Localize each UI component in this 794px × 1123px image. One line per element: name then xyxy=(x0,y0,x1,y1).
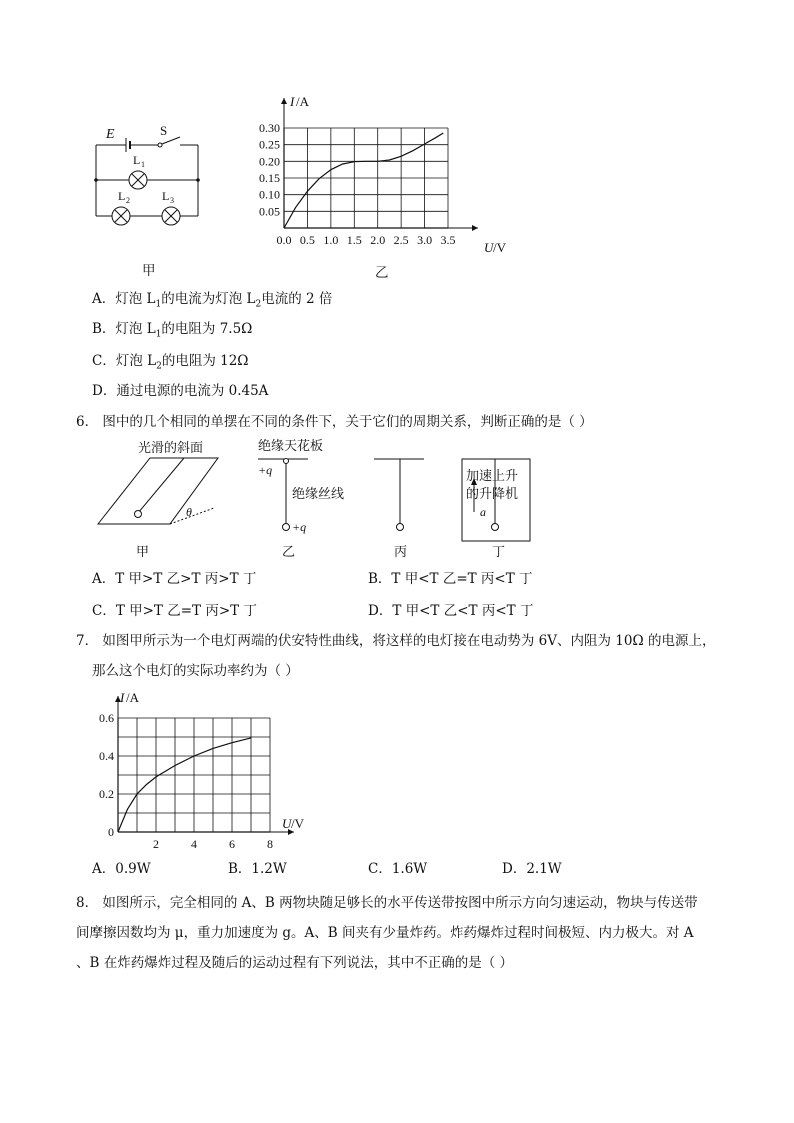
label-L2-sub: 2 xyxy=(126,196,130,205)
q5-option-A xyxy=(92,290,332,314)
chart-yi-ytick-label: 0.05 xyxy=(259,204,280,219)
label-L2: L xyxy=(118,189,126,203)
circuit-diagram-jia xyxy=(88,120,208,232)
chart-yi-xtick-label: 1.0 xyxy=(323,233,339,247)
ding-a: a xyxy=(480,505,486,519)
chart-yi-ytick-label: 0.25 xyxy=(259,137,280,152)
q5-B-pre: B．灯泡 L xyxy=(92,321,156,337)
jia-theta: θ xyxy=(186,505,192,519)
q7-option-B: B．1.2W xyxy=(228,861,287,877)
label-L3-sub: 3 xyxy=(170,196,174,205)
chart-yi-xtick-label: 3.5 xyxy=(440,233,456,247)
chart-yi-xtick-label: 2.5 xyxy=(393,233,409,247)
caption-yi: 乙 xyxy=(375,265,389,281)
chart-q7-xtick-label: 8 xyxy=(267,837,273,851)
ding-text2: 的升降机 xyxy=(466,486,519,501)
chart-q7-xtick-label: 2 xyxy=(153,837,159,851)
bing-caption: 丙 xyxy=(394,544,408,559)
yi-thread-label: 绝缘丝线 xyxy=(292,486,345,501)
chart-q7-ytick-label: 0.6 xyxy=(99,711,114,725)
q8-line1: 8． 如图所示，完全相同的 A、B 两物块随足够长的水平传送带按图中所示方向匀速运动，物块与传送带 xyxy=(76,895,698,911)
chart-yi-x-arrow xyxy=(472,225,478,231)
q5-C-post: 的电阻为 12Ω xyxy=(161,353,249,369)
chart-q7-ytick-label: 0.2 xyxy=(99,787,114,801)
q5-A-pre: A．灯泡 L xyxy=(92,291,156,307)
jia-thread xyxy=(138,458,184,513)
q7-option-A: A．0.9W xyxy=(92,861,151,877)
q6-stem: 6． 图中的几个相同的单摆在不同的条件下，关于它们的周期关系，判断正确的是（ ） xyxy=(76,414,593,430)
q6-option-A: A．T 甲>T 乙>T 丙>T 丁 xyxy=(92,571,257,587)
yi-caption: 乙 xyxy=(282,544,296,559)
label-E: E xyxy=(106,127,115,142)
chart-q7-curve xyxy=(118,738,251,832)
q6-option-B: B．T 甲<T 乙=T 丙<T 丁 xyxy=(368,571,533,587)
chart-yi-ytick-label: 0.20 xyxy=(259,154,280,169)
chart-q7-xlabel-U: U xyxy=(282,816,292,831)
chart-yi xyxy=(240,92,520,262)
chart-yi-ytick-label: 0.30 xyxy=(259,121,280,135)
q8-line2: 间摩擦因数均为 μ，重力加速度为 g。A、B 间夹有少量炸药。炸药爆炸过程时间极短、内力极大。对 A xyxy=(76,925,694,941)
q5-option-B xyxy=(92,320,252,344)
q5-option-D: D．通过电源的电流为 0.45A xyxy=(92,383,269,399)
chart-yi-xtick-label: 1.5 xyxy=(346,233,362,247)
chart-yi-xtick-label: 3.0 xyxy=(417,233,433,247)
chart-q7-xtick-label: 4 xyxy=(191,837,197,851)
chart-yi-ytick-label: 0.15 xyxy=(259,171,280,185)
chart-q7-ylabel-unit: /A xyxy=(126,690,139,705)
yi-top-label: 绝缘天花板 xyxy=(258,438,324,453)
caption-jia: 甲 xyxy=(142,263,156,279)
chart-yi-xtick-label: 0.5 xyxy=(299,233,315,247)
q5-A-post: 电流的 2 倍 xyxy=(261,291,333,307)
q5-C-pre: C．灯泡 L xyxy=(92,353,157,369)
q5-B-post: 的电阻为 7.5Ω xyxy=(161,321,253,337)
ding-caption: 丁 xyxy=(492,544,506,559)
yi-charge-top xyxy=(284,459,289,464)
q5-A-sub: 1 xyxy=(155,299,162,310)
q8-line3: 、B 在炸药爆炸过程及随后的运动过程有下列说法，其中不正确的是（ ） xyxy=(76,955,514,971)
ding-bob xyxy=(492,524,499,531)
chart-q7 xyxy=(88,686,328,856)
q7-stem-line1: 7． 如图甲所示为一个电灯两端的伏安特性曲线，将这样的电灯接在电动势为 6V、内阻为 10Ω 的电源上， xyxy=(76,633,716,649)
chart-yi-xlabel-unit: /V xyxy=(493,240,506,255)
q5-A-sub2: 2 xyxy=(255,299,262,310)
incline-plane xyxy=(98,458,218,524)
chart-yi-xtick-label: 2.0 xyxy=(370,233,386,247)
q7-option-D: D．2.1W xyxy=(502,861,562,877)
chart-yi-y-arrow xyxy=(281,98,287,104)
label-L1-sub: 1 xyxy=(141,160,145,169)
chart-yi-ylabel-I: I xyxy=(290,94,295,109)
ding-text1: 加速上升 xyxy=(466,468,519,483)
chart-yi-ylabel-unit: /A xyxy=(296,94,309,109)
chart-yi-curve xyxy=(284,133,443,228)
chart-yi-ytick-label: 0.10 xyxy=(259,187,280,202)
jia-label: 光滑的斜面 xyxy=(138,440,204,455)
chart-q7-xlabel-unit: /V xyxy=(291,816,304,831)
chart-q7-ytick-label: 0.4 xyxy=(99,749,114,763)
q5-B-sub: 1 xyxy=(155,329,162,340)
yi-q-top: +q xyxy=(258,463,273,477)
q7-stem-line2: 那么这个电灯的实际功率约为（ ） xyxy=(92,663,299,679)
q5-C-sub: 2 xyxy=(156,361,162,372)
q5-option-C xyxy=(92,352,249,376)
label-L3: L xyxy=(162,189,170,203)
chart-yi-xlabel-U: U xyxy=(484,240,494,255)
jia-dashed xyxy=(170,508,214,524)
chart-q7-ylabel-I: I xyxy=(120,690,125,705)
q6-option-D: D．T 甲<T 乙<T 丙<T 丁 xyxy=(368,603,534,619)
q7-option-C: C．1.6W xyxy=(368,861,428,877)
label-L1: L xyxy=(133,153,141,167)
jia-caption: 甲 xyxy=(136,544,150,559)
switch-pivot xyxy=(158,143,162,147)
yi-q-bottom: +q xyxy=(292,520,307,534)
yi-bob xyxy=(283,524,290,531)
switch-blade xyxy=(162,137,180,144)
chart-q7-xtick-label: 6 xyxy=(229,837,235,851)
q6-option-C: C．T 甲>T 乙=T 丙>T 丁 xyxy=(92,603,257,619)
jia-bob xyxy=(135,511,142,518)
label-S: S xyxy=(160,123,168,138)
q5-A-mid: 的电流为灯泡 L xyxy=(161,291,256,307)
bing-bob xyxy=(397,524,404,531)
pendulum-figures xyxy=(90,436,550,566)
chart-q7-ytick-label: 0 xyxy=(108,825,114,839)
chart-yi-xtick-label: 0.0 xyxy=(276,233,292,247)
